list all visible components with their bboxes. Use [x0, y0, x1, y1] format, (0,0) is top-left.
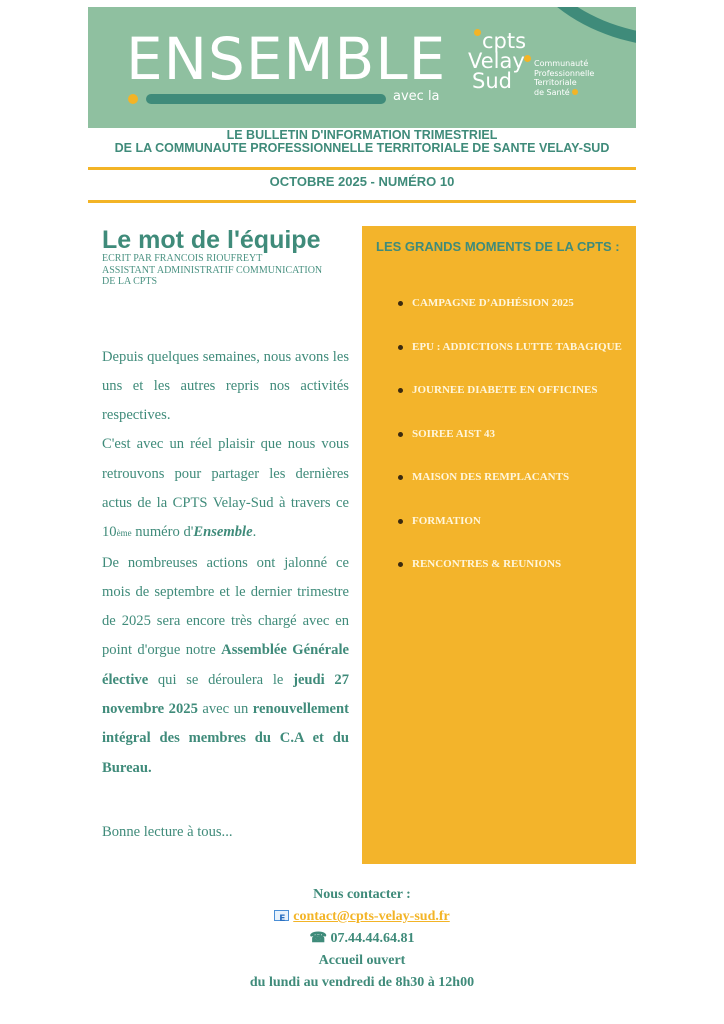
logo-desc-line: Professionnelle — [534, 68, 595, 78]
opening-hours: du lundi au vendredi de 8h30 à 12h00 — [249, 975, 475, 990]
list-item — [398, 297, 628, 310]
bullet-icon — [398, 562, 403, 567]
bullet-icon — [398, 388, 403, 393]
list-item — [398, 428, 628, 441]
logo-desc-line: Territoriale — [534, 78, 577, 87]
list-item — [398, 341, 628, 354]
article-body — [102, 343, 349, 783]
byline-line: ECRIT PAR FRANCOIS RIOUFREYT — [102, 253, 263, 264]
text-span: numéro d' — [131, 524, 194, 541]
list-item-label: JOURNEE DIABETE EN OFFICINES — [412, 384, 598, 396]
divider-bottom — [88, 200, 636, 203]
list-item-label: EPU : ADDICTIONS LUTTE TABAGIQUE — [412, 340, 622, 353]
list-item — [398, 515, 628, 528]
text-span: . — [252, 524, 257, 541]
yellow-dot-icon — [128, 94, 138, 104]
paragraph-1: Depuis quelques semaines, nous avons les uns et les autres repris nos activités respectives. — [102, 348, 349, 424]
list-item — [398, 558, 628, 571]
divider-top — [88, 167, 636, 170]
logo-line-sud: Sud — [472, 69, 512, 93]
bullet-icon — [398, 345, 403, 350]
list-item — [398, 471, 628, 484]
phone-number: 07.44.44.64.81 — [330, 931, 415, 946]
phone-row — [160, 928, 564, 950]
bullet-icon — [398, 519, 403, 524]
email-link[interactable]: contact@cpts-velay-sud.fr — [293, 909, 450, 924]
ordinal-suffix: ème — [116, 528, 132, 539]
contact-label: Nous contacter : — [313, 887, 411, 902]
bold-renewal: renouvellement intégral des membres du C.A et du Bureau. — [102, 701, 349, 776]
highlights-panel — [362, 226, 636, 864]
bold-date: jeudi 27 novembre 2025 — [102, 671, 349, 718]
hours-label: Accueil ouvert — [318, 953, 406, 968]
editorial-article — [102, 226, 349, 842]
text-span: qui se déroulera le — [148, 671, 294, 688]
email-row — [160, 906, 564, 928]
text-span: C'est avec un réel plaisir que nous vous retrouvons pour partager les dernières actus de la CPTS Velay-Sud à travers ce 10 — [102, 436, 349, 541]
contact-footer — [160, 884, 564, 994]
list-item-label: CAMPAGNE D’ADHÉSION 2025 — [412, 297, 574, 309]
logo-dot-icon — [572, 89, 578, 95]
closing-line: Bonne lecture à tous... — [102, 823, 233, 840]
paragraph-3 — [102, 549, 349, 783]
highlights-list — [398, 297, 628, 571]
newsletter-name-emphasis: Ensemble — [193, 524, 253, 541]
envelope-icon — [274, 910, 289, 921]
newsletter-banner — [88, 7, 636, 128]
byline-line: DE LA CPTS — [102, 276, 158, 287]
list-item — [398, 384, 628, 397]
issue-label: OCTOBRE 2025 - NUMÉRO 10 — [269, 174, 455, 189]
logo-dot-icon — [524, 55, 531, 62]
phone-icon: ☎ — [309, 931, 327, 946]
byline-line: ASSISTANT ADMINISTRATIF COMMUNICATION — [102, 264, 323, 276]
list-item-label: SOIREE AIST 43 — [412, 427, 495, 440]
logo-line-velay: Velay — [468, 49, 525, 73]
logo-description — [534, 59, 634, 97]
bulletin-subtitle — [88, 129, 636, 155]
newsletter-title: ENSEMBLE — [126, 25, 447, 93]
logo-desc-text: de Santé — [534, 87, 570, 97]
logo-desc-line-last — [534, 88, 634, 98]
list-item-label: MAISON DES REMPLACANTS — [412, 471, 570, 483]
article-title: Le mot de l'équipe — [102, 226, 321, 254]
bold-assembly: Assemblée Générale élective — [102, 642, 349, 688]
logo-line-cpts: cpts — [482, 29, 527, 53]
paragraph-2 — [102, 430, 349, 548]
bullet-icon — [398, 432, 403, 437]
logo-dot-icon — [474, 29, 481, 36]
text-span: avec un — [197, 701, 253, 718]
text-span: De nombreuses actions ont jalonné ce mois de septembre et le dernier trimestre de 2025 sera encore très chargé avec en point d'orgue notre — [102, 554, 349, 659]
bullet-icon — [398, 301, 403, 306]
cpts-logo — [466, 29, 626, 109]
highlights-title: LES GRANDS MOMENTS DE LA CPTS : — [376, 239, 620, 254]
logo-desc-line: Communauté — [534, 59, 589, 68]
subtitle-line-2: DE LA COMMUNAUTE PROFESSIONNELLE TERRITORIALE DE SANTE VELAY-SUD — [114, 141, 610, 155]
list-item-label: RENCONTRES & REUNIONS — [412, 558, 562, 570]
banner-avec-la: avec la — [393, 89, 440, 104]
decorative-bar — [146, 94, 386, 104]
article-byline — [102, 253, 349, 288]
list-item-label: FORMATION — [412, 514, 481, 527]
subtitle-line-1: LE BULLETIN D'INFORMATION TRIMESTRIEL — [226, 128, 498, 142]
bullet-icon — [398, 475, 403, 480]
